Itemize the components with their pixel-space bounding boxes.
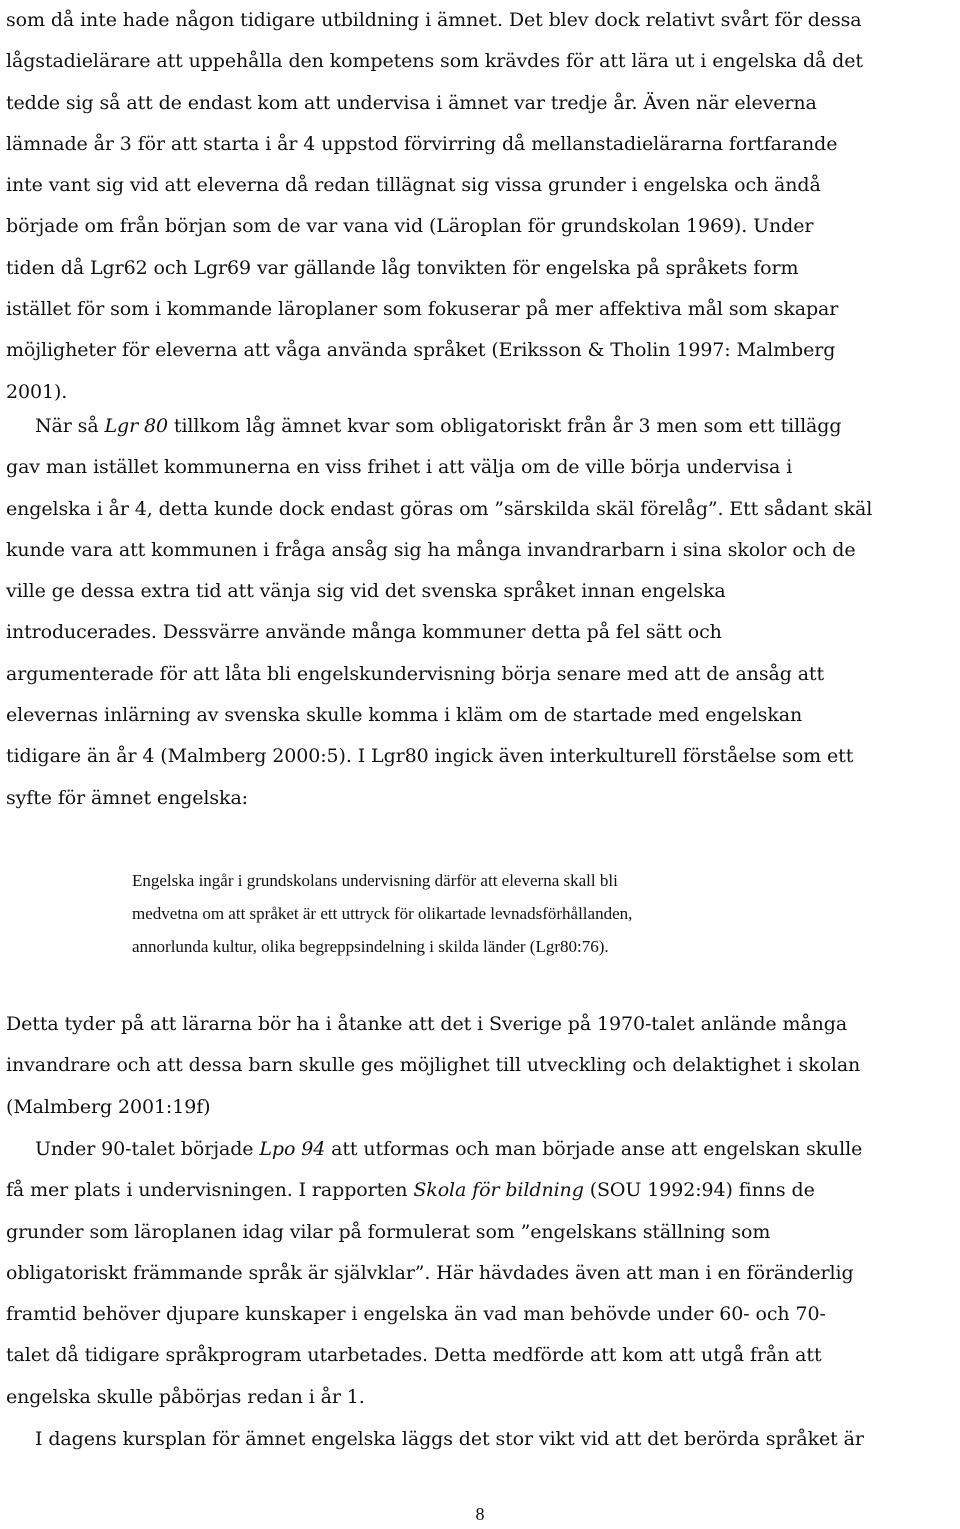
block-quote-lgr80 <box>132 864 832 963</box>
text-line: elevernas inlärning av svenska skulle komma i kläm om de startade med engelskan <box>6 704 803 727</box>
text-line: gav man istället kommunerna en viss frihet i att välja om de ville börja undervisa i <box>6 456 793 479</box>
text-line: engelska i år 4, detta kunde dock endast göras om ”särskilda skäl förelåg”. Ett sådant skäl <box>6 497 873 520</box>
text-line: kunde vara att kommunen i fråga ansåg sig ha många invandrarbarn i sina skolor och de <box>6 538 856 561</box>
text-line: tidigare än år 4 (Malmberg 2000:5). I Lgr80 ingick även interkulturell förståelse som ett <box>6 745 854 768</box>
italic-title-lgr80: Lgr 80 <box>104 415 168 437</box>
text-line: 2001). <box>6 380 68 403</box>
text-run: Under 90-talet började <box>35 1138 260 1160</box>
text-line: I dagens kursplan för ämnet engelska läggs det stor vikt vid att det berörda språket är <box>35 1428 864 1450</box>
page-number: 8 <box>475 1504 485 1524</box>
quote-line: medvetna om att språket är ett uttryck för olikartade levnadsförhållanden, <box>132 904 633 923</box>
text-line: började om från början som de var vana vid (Läroplan för grundskolan 1969). Under <box>6 215 814 238</box>
text-line: inte vant sig vid att eleverna då redan tillägnat sig vissa grunder i engelska och ändå <box>6 174 821 197</box>
text-line: argumenterade för att låta bli engelskundervisning börja senare med att de ansåg att <box>6 662 824 685</box>
paragraph-current-syllabus <box>6 1419 958 1460</box>
text-line: obligatoriskt främmande språk är självklar”. Här hävdades även att man i en föränderlig <box>6 1261 854 1284</box>
text-line <box>6 1129 958 1170</box>
text-run: att utformas och man började anse att engelskan skulle <box>325 1138 863 1160</box>
text-run: (SOU 1992:94) finns de <box>583 1179 815 1202</box>
italic-title-skola-for-bildning: Skola för bildning <box>413 1179 584 1202</box>
paragraph-lgr80 <box>6 406 958 819</box>
text-line: talet då tidigare språkprogram utarbetades. Detta medförde att kom att utgå från att <box>6 1344 822 1367</box>
text-line: introducerades. Dessvärre använde många kommuner detta på fel sätt och <box>6 621 722 644</box>
text-line: engelska skulle påbörjas redan i år 1. <box>6 1385 365 1408</box>
quote-line: Engelska ingår i grundskolans undervisning därför att eleverna skall bli <box>132 871 618 890</box>
paragraph-1970s-immigration <box>6 1004 958 1128</box>
text-line: lågstadielärare att uppehålla den kompetens som krävdes för att lära ut i engelska då det <box>6 50 863 73</box>
text-run: När så <box>35 415 105 437</box>
text-line: möjligheter för eleverna att våga använda språket (Eriksson & Tholin 1997: Malmberg <box>6 339 836 362</box>
text-run: tillkom låg ämnet kvar som obligatoriskt från år 3 men som ett tillägg <box>167 415 842 437</box>
text-line: invandrare och att dessa barn skulle ges möjlighet till utveckling och delaktighet i skolan <box>6 1054 861 1077</box>
quote-line: annorlunda kultur, olika begreppsindelning i skilda länder (Lgr80:76). <box>132 937 609 956</box>
text-line <box>6 406 958 447</box>
text-line: syfte för ämnet engelska: <box>6 786 248 809</box>
paragraph-lpo94 <box>6 1129 958 1418</box>
text-line: (Malmberg 2001:19f) <box>6 1095 211 1118</box>
text-line: istället för som i kommande läroplaner som fokuserar på mer affektiva mål som skapar <box>6 298 839 321</box>
text-line <box>6 1170 958 1211</box>
text-line: grunder som läroplanen idag vilar på formulerat som ”engelskans ställning som <box>6 1220 771 1243</box>
text-line: tedde sig så att de endast kom att undervisa i ämnet var tredje år. Även när eleverna <box>6 91 817 114</box>
italic-title-lpo94: Lpo 94 <box>259 1138 326 1160</box>
text-line: som då inte hade någon tidigare utbildning i ämnet. Det blev dock relativt svårt för dessa <box>6 9 862 31</box>
text-run: få mer plats i undervisningen. I rapporten <box>6 1179 414 1202</box>
text-line: lämnade år 3 för att starta i år 4 uppstod förvirring då mellanstadielärarna fortfarande <box>6 132 838 155</box>
text-line: tiden då Lgr62 och Lgr69 var gällande låg tonvikten för engelska på språkets form <box>6 256 799 279</box>
paragraph-lgr62-lgr69 <box>6 0 958 413</box>
text-line: ville ge dessa extra tid att vänja sig vid det svenska språket innan engelska <box>6 580 726 603</box>
text-line: Detta tyder på att lärarna bör ha i åtanke att det i Sverige på 1970-talet anlände många <box>6 1013 848 1035</box>
text-line: framtid behöver djupare kunskaper i engelska än vad man behövde under 60- och 70- <box>6 1303 826 1326</box>
